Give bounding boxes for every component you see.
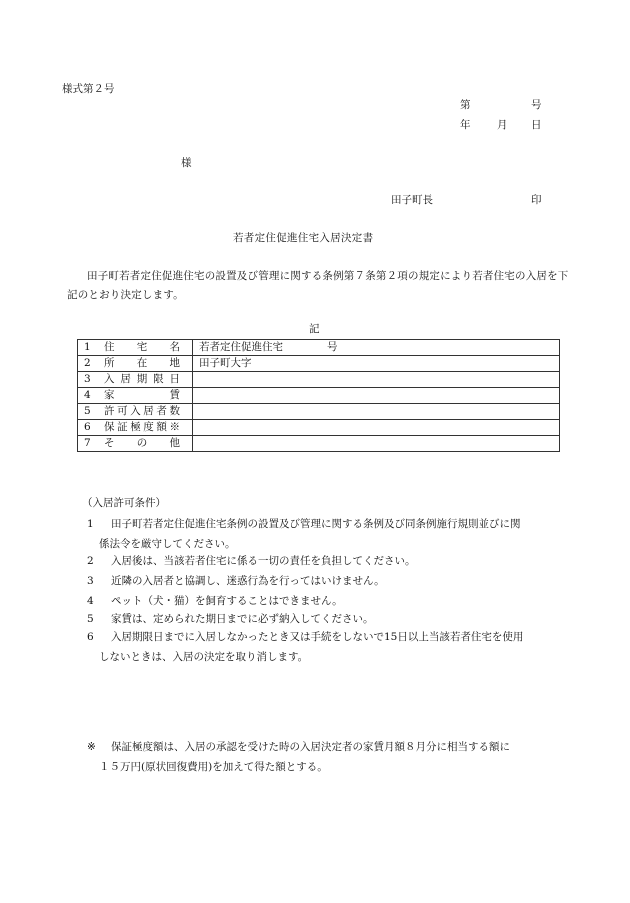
- value-cell: [193, 420, 560, 436]
- condition-text: 家賃は、定められた期日までに必ず納入してください。: [111, 613, 374, 625]
- table-row: [78, 340, 560, 356]
- label-cell: [78, 340, 193, 356]
- condition-number: 5: [87, 613, 94, 625]
- row-number: 4: [84, 389, 91, 401]
- label-cell: [78, 420, 193, 436]
- condition-number: 6: [87, 631, 94, 643]
- detail-table: [77, 339, 560, 452]
- row-value: 若者定住促進住宅: [199, 341, 283, 353]
- document-number-suffix: 号: [531, 99, 542, 111]
- condition-number: 1: [87, 518, 94, 530]
- condition-number: 2: [87, 555, 94, 567]
- table-row: [78, 356, 560, 372]
- note-mark: ※: [87, 741, 96, 753]
- row-number: 7: [84, 437, 91, 449]
- condition-number: 4: [87, 595, 94, 607]
- condition-text-continued: 係法令を厳守してください。: [99, 538, 236, 550]
- label-cell: [78, 404, 193, 420]
- condition-item: [87, 514, 574, 554]
- condition-text: 近隣の入居者と協調し、迷惑行為を行ってはいけません。: [111, 575, 385, 587]
- note-text-continued: １５万円(原状回復費用)を加えて得た額とする。: [99, 761, 328, 773]
- condition-item: [87, 627, 574, 667]
- condition-text: 田子町若者定住促進住宅条例の設置及び管理に関する条例及び同条例施行規則並びに関: [111, 518, 521, 530]
- condition-number: 3: [87, 575, 94, 587]
- table-row: [78, 404, 560, 420]
- date-day-label: 日: [531, 119, 542, 131]
- document-number-prefix: 第: [460, 99, 471, 111]
- condition-text: ペット（犬・猫）を飼育することはできません。: [111, 595, 343, 607]
- value-cell: [193, 404, 560, 420]
- row-number: 6: [84, 421, 91, 433]
- row-value-suffix: 号: [327, 341, 338, 353]
- row-label: 所在地: [104, 357, 180, 369]
- seal-mark: 印: [531, 194, 542, 206]
- condition-item: [87, 551, 574, 571]
- label-cell: [78, 388, 193, 404]
- footnote: [87, 737, 574, 777]
- table-row: [78, 388, 560, 404]
- row-number: 1: [84, 341, 91, 353]
- row-label: その他: [104, 437, 180, 449]
- row-number: 3: [84, 373, 91, 385]
- condition-item: [87, 609, 574, 629]
- body-paragraph: 田子町若者定住促進住宅の設置及び管理に関する条例第７条第２項の規定により若者住宅の入居を下記のとおり決定します。: [67, 270, 569, 301]
- row-number: 5: [84, 405, 91, 417]
- ki-heading: 記: [309, 323, 320, 335]
- row-value: 田子町大字: [199, 357, 252, 369]
- issuer-name: 田子町長: [391, 194, 433, 206]
- value-cell: [193, 356, 560, 372]
- condition-text: 入居期限日までに入居しなかったとき又は手続をしないで15日以上当該若者住宅を使用: [111, 631, 524, 643]
- table-row: [78, 372, 560, 388]
- table-row: [78, 420, 560, 436]
- document-title: 若者定住促進住宅入居決定書: [233, 232, 374, 244]
- row-label: 家賃: [104, 389, 180, 401]
- row-label: 入居期限日: [104, 373, 180, 385]
- row-number: 2: [84, 357, 91, 369]
- date-year-label: 年: [460, 119, 471, 131]
- condition-item: [87, 591, 574, 611]
- condition-text: 入居後は、当該若者住宅に係る一切の責任を負担してください。: [111, 555, 416, 567]
- value-cell: [193, 340, 560, 356]
- recipient-honorific: 様: [181, 157, 192, 169]
- condition-item: [87, 571, 574, 591]
- label-cell: [78, 372, 193, 388]
- row-label: 住宅名: [104, 341, 180, 353]
- value-cell: [193, 436, 560, 452]
- condition-text-continued: しないときは、入居の決定を取り消します。: [99, 651, 309, 663]
- value-cell: [193, 388, 560, 404]
- note-text: 保証極度額は、入居の承認を受けた時の入居決定者の家賃月額８月分に相当する額に: [111, 741, 510, 753]
- conditions-heading: （入居許可条件）: [82, 497, 166, 509]
- date-month-label: 月: [497, 119, 508, 131]
- value-cell: [193, 372, 560, 388]
- table-row: [78, 436, 560, 452]
- label-cell: [78, 436, 193, 452]
- row-label: 保証極度額※: [104, 421, 180, 433]
- label-cell: [78, 356, 193, 372]
- form-number: 様式第２号: [62, 83, 115, 95]
- row-label: 許可入居者数: [104, 405, 180, 417]
